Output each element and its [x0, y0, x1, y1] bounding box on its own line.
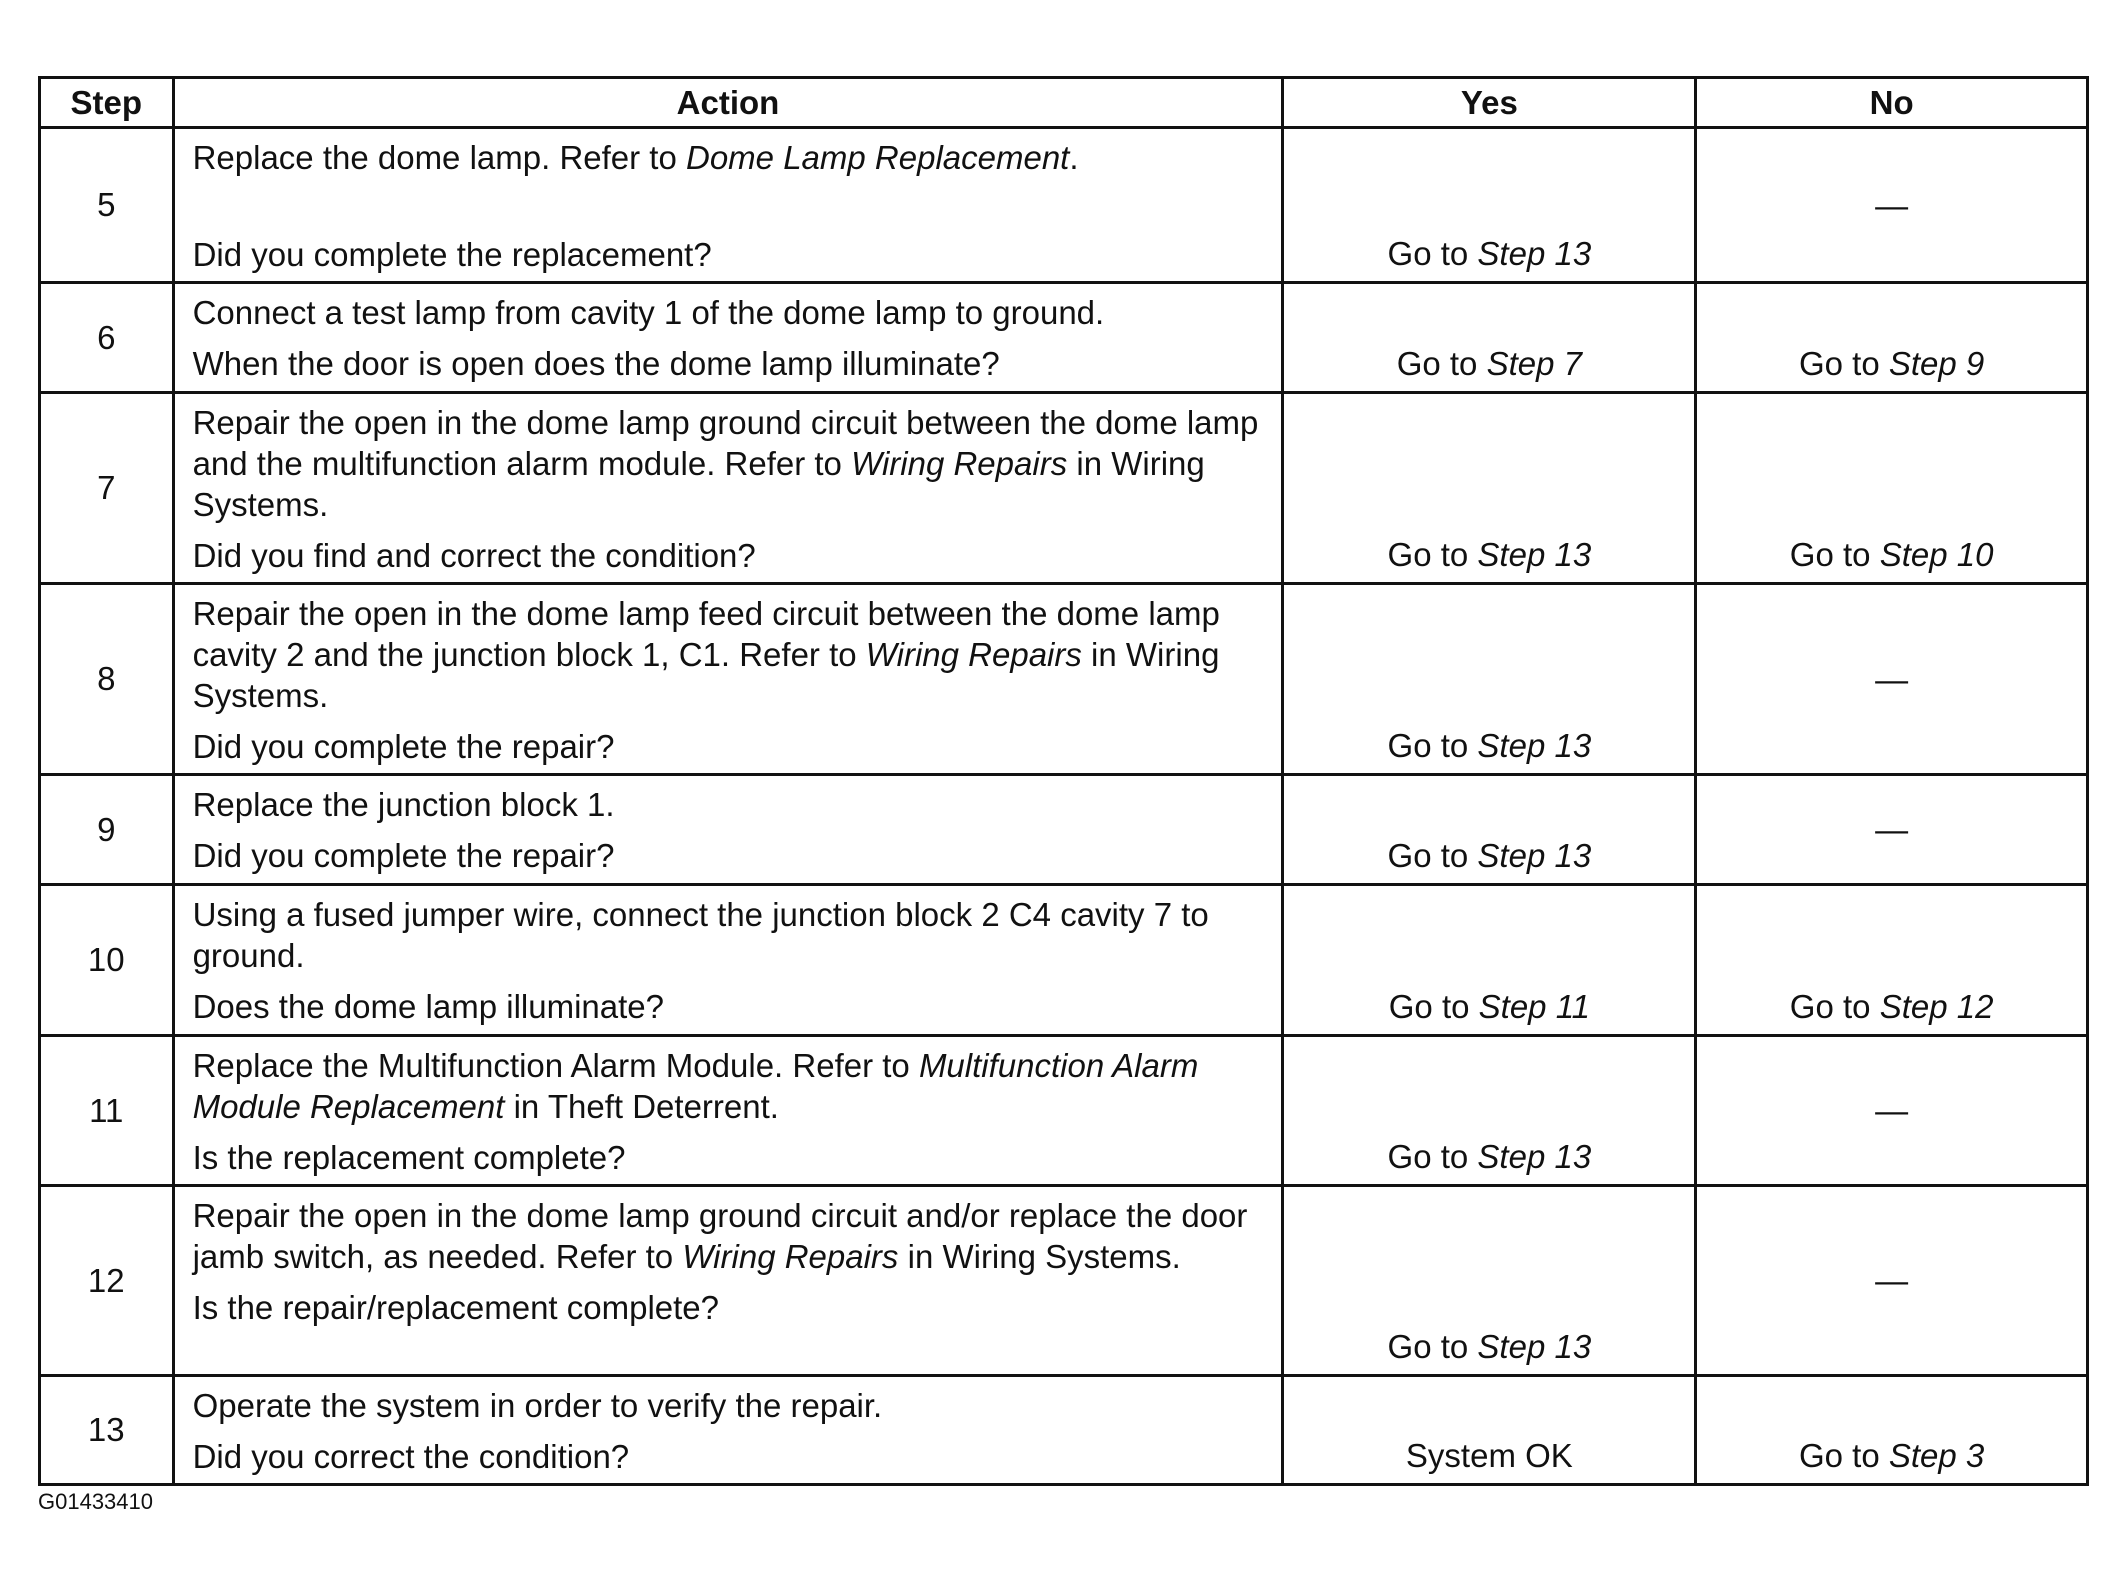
action-question: Did you complete the repair?	[192, 837, 615, 874]
table-row	[40, 1376, 2088, 1485]
action-cell	[173, 885, 1283, 1036]
yes-step-link[interactable]: Step 13	[1477, 837, 1592, 874]
step-number: 7	[40, 393, 174, 584]
table-row	[40, 584, 2088, 775]
action-question: Did you complete the replacement?	[192, 236, 712, 273]
no-step-link[interactable]: Step 3	[1888, 1437, 1985, 1474]
yes-cell: System OK	[1283, 1376, 1696, 1485]
yes-cell: Go to Step 13	[1283, 1036, 1696, 1186]
yes-cell: Go to Step 11	[1283, 885, 1696, 1036]
step-number: 5	[40, 128, 174, 283]
no-cell: —	[1696, 775, 2088, 885]
yes-cell: Go to Step 13	[1283, 393, 1696, 584]
reference-link[interactable]: Wiring Repairs	[682, 1238, 899, 1275]
table-row	[40, 283, 2088, 393]
action-instruction: Repair the open in the dome lamp feed circuit between the dome lamp cavity 2 and the junction block 1, C1. Refer to Wiring Repairs in Wiring Systems.	[192, 595, 1220, 714]
figure-id: G01433410	[38, 1489, 153, 1514]
action-question: Does the dome lamp illuminate?	[192, 988, 664, 1025]
reference-link[interactable]: Wiring Repairs	[851, 445, 1068, 482]
header-action: Action	[173, 78, 1283, 128]
action-instruction: Connect a test lamp from cavity 1 of the dome lamp to ground.	[192, 294, 1105, 331]
no-cell: —	[1696, 1036, 2088, 1186]
reference-link[interactable]: Wiring Repairs	[865, 636, 1082, 673]
header-yes: Yes	[1283, 78, 1696, 128]
yes-step-link[interactable]: Step 13	[1477, 1328, 1592, 1365]
table-row	[40, 128, 2088, 283]
step-number: 13	[40, 1376, 174, 1485]
yes-cell: Go to Step 13	[1283, 584, 1696, 775]
action-question: Did you correct the condition?	[192, 1438, 630, 1475]
diagnostic-table	[38, 76, 2089, 1486]
yes-cell: Go to Step 13	[1283, 128, 1696, 283]
yes-step-link[interactable]: Step 7	[1486, 345, 1583, 382]
action-instruction: Repair the open in the dome lamp ground circuit between the dome lamp and the multifunction alarm module. Refer to Wiring Repairs in Wiring Systems.	[192, 404, 1259, 523]
yes-step-link[interactable]: Step 13	[1477, 1138, 1592, 1175]
header-no: No	[1696, 78, 2088, 128]
action-question: When the door is open does the dome lamp illuminate?	[192, 345, 1000, 382]
yes-cell: Go to Step 13	[1283, 1186, 1696, 1376]
reference-link[interactable]: Dome Lamp Replacement	[686, 139, 1070, 176]
yes-step-link[interactable]: Step 13	[1477, 727, 1592, 764]
no-cell: Go to Step 12	[1696, 885, 2088, 1036]
reference-link[interactable]: Multifunction Alarm Module Replacement	[192, 1047, 1199, 1125]
no-cell: —	[1696, 128, 2088, 283]
action-cell	[173, 1376, 1283, 1485]
table-row	[40, 1186, 2088, 1376]
step-number: 12	[40, 1186, 174, 1376]
table-row	[40, 393, 2088, 584]
step-number: 11	[40, 1036, 174, 1186]
action-cell	[173, 283, 1283, 393]
no-cell: Go to Step 10	[1696, 393, 2088, 584]
yes-step-link[interactable]: Step 13	[1477, 235, 1592, 272]
action-cell	[173, 128, 1283, 283]
action-question: Did you find and correct the condition?	[192, 537, 756, 574]
action-instruction: Replace the Multifunction Alarm Module. Refer to Multifunction Alarm Module Replacement in Theft Deterrent.	[192, 1047, 1199, 1125]
no-step-link[interactable]: Step 12	[1879, 988, 1994, 1025]
table-row	[40, 1036, 2088, 1186]
no-step-link[interactable]: Step 9	[1888, 345, 1985, 382]
table-row	[40, 775, 2088, 885]
no-cell: Go to Step 9	[1696, 283, 2088, 393]
step-number: 9	[40, 775, 174, 885]
yes-step-link[interactable]: Step 11	[1478, 988, 1590, 1025]
step-number: 6	[40, 283, 174, 393]
action-cell	[173, 1036, 1283, 1186]
no-cell: —	[1696, 584, 2088, 775]
action-question: Did you complete the repair?	[192, 728, 615, 765]
yes-step-link[interactable]: Step 13	[1477, 536, 1592, 573]
header-step: Step	[40, 78, 174, 128]
yes-cell: Go to Step 13	[1283, 775, 1696, 885]
action-cell	[173, 393, 1283, 584]
action-instruction: Repair the open in the dome lamp ground circuit and/or replace the door jamb switch, as needed. Refer to Wiring Repairs in Wiring Systems.	[192, 1197, 1248, 1275]
yes-cell: Go to Step 7	[1283, 283, 1696, 393]
action-cell	[173, 775, 1283, 885]
action-question: Is the replacement complete?	[192, 1139, 626, 1176]
action-instruction: Operate the system in order to verify the repair.	[192, 1387, 883, 1424]
step-number: 10	[40, 885, 174, 1036]
no-cell: —	[1696, 1186, 2088, 1376]
header-row	[40, 78, 2088, 128]
table-row	[40, 885, 2088, 1036]
action-cell	[173, 1186, 1283, 1376]
action-question: Is the repair/replacement complete?	[192, 1289, 720, 1326]
no-cell: Go to Step 3	[1696, 1376, 2088, 1485]
no-step-link[interactable]: Step 10	[1879, 536, 1994, 573]
action-cell	[173, 584, 1283, 775]
action-instruction: Using a fused jumper wire, connect the junction block 2 C4 cavity 7 to ground.	[192, 896, 1209, 974]
action-instruction: Replace the dome lamp. Refer to Dome Lamp Replacement.	[192, 139, 1079, 176]
action-instruction: Replace the junction block 1.	[192, 786, 615, 823]
step-number: 8	[40, 584, 174, 775]
